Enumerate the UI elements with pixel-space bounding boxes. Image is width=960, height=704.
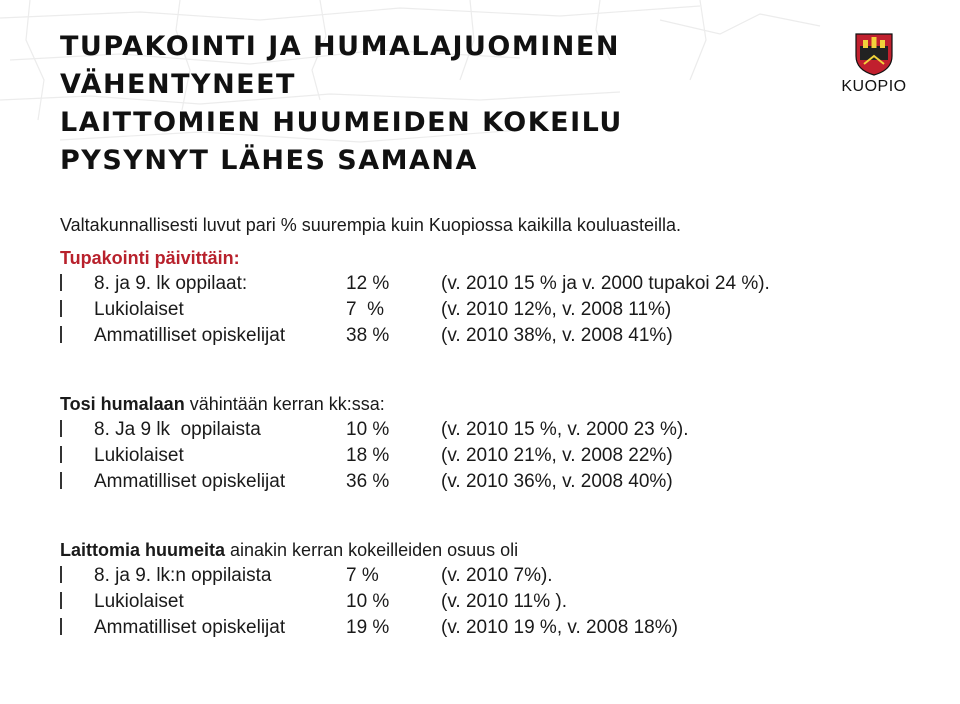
- row-percent: 10 %: [346, 419, 390, 440]
- heading-rest: vähintään kerran kk:ssa:: [184, 394, 385, 414]
- heading-highlight: Tosi humalaan: [60, 394, 185, 414]
- row-note: (v. 2010 19 %, v. 2008 18%): [441, 617, 678, 638]
- list-item: [60, 323, 741, 349]
- title-line: PYSYNYT LÄHES SAMANA: [60, 145, 478, 176]
- row-group: 8. Ja 9 lk oppilaista: [94, 419, 261, 440]
- bullet-icon: [60, 563, 94, 589]
- list-item: [60, 271, 770, 297]
- section-drinking: [60, 391, 741, 495]
- list-item: [60, 589, 741, 615]
- row-group: Ammatilliset opiskelijat: [94, 325, 286, 346]
- row-note: (v. 2010 21%, v. 2008 22%): [441, 445, 673, 466]
- row-group: 8. ja 9. lk:n oppilaista: [94, 565, 272, 586]
- bullet-icon: [60, 297, 94, 323]
- section-heading: [60, 391, 741, 417]
- row-note: (v. 2010 15 %, v. 2000 23 %).: [441, 419, 689, 440]
- bullet-icon: [60, 417, 94, 443]
- row-percent: 7 %: [346, 565, 379, 586]
- bullet-icon: [60, 615, 94, 641]
- row-percent: 36 %: [346, 471, 390, 492]
- title-line: LAITTOMIEN HUUMEIDEN KOKEILU: [60, 107, 623, 138]
- row-percent: 10 %: [346, 591, 390, 612]
- row-note: (v. 2010 15 % ja v. 2000 tupakoi 24 %).: [441, 273, 770, 294]
- row-note: (v. 2010 11% ).: [441, 591, 568, 612]
- kuopio-logo: [838, 32, 910, 96]
- title-line: TUPAKOINTI JA HUMALAJUOMINEN: [60, 31, 620, 62]
- section-heading: [60, 537, 741, 563]
- section-smoking: [60, 245, 770, 349]
- bullet-icon: [60, 323, 94, 349]
- row-percent: 19 %: [346, 617, 390, 638]
- list-item: [60, 563, 741, 589]
- bullet-icon: [60, 469, 94, 495]
- heading-highlight: Laittomia huumeita: [60, 540, 226, 560]
- intro-text: Valtakunnallisesti luvut pari % suurempia kuin Kuopiossa kaikilla kouluasteilla.: [60, 215, 681, 235]
- logo-text: KUOPIO: [841, 78, 907, 95]
- title-line: VÄHENTYNEET: [60, 69, 296, 100]
- row-note: (v. 2010 38%, v. 2008 41%): [441, 325, 673, 346]
- heading-rest: ainakin kerran kokeilleiden osuus oli: [225, 540, 519, 560]
- bullet-icon: [60, 443, 94, 469]
- row-percent: 12 %: [346, 273, 390, 294]
- row-note: (v. 2010 7%).: [441, 565, 553, 586]
- row-group: Ammatilliset opiskelijat: [94, 471, 286, 492]
- row-note: (v. 2010 12%, v. 2008 11%): [441, 299, 672, 320]
- list-item: [60, 417, 741, 443]
- heading-highlight: Tupakointi päivittäin:: [60, 248, 240, 268]
- section-drugs: [60, 537, 741, 641]
- list-item: [60, 443, 741, 469]
- section-heading: [60, 245, 741, 271]
- page-title: [60, 28, 623, 180]
- row-group: Lukiolaiset: [94, 445, 184, 466]
- row-group: Lukiolaiset: [94, 299, 184, 320]
- row-percent: 7 %: [346, 299, 385, 320]
- kuopio-coat-of-arms-icon: [854, 32, 894, 76]
- list-item: [60, 469, 741, 495]
- list-item: [60, 615, 741, 641]
- list-item: [60, 297, 741, 323]
- row-note: (v. 2010 36%, v. 2008 40%): [441, 471, 673, 492]
- row-percent: 38 %: [346, 325, 390, 346]
- bullet-icon: [60, 589, 94, 615]
- row-group: 8. ja 9. lk oppilaat:: [94, 273, 248, 294]
- row-group: Lukiolaiset: [94, 591, 184, 612]
- row-percent: 18 %: [346, 445, 390, 466]
- row-group: Ammatilliset opiskelijat: [94, 617, 286, 638]
- bullet-icon: [60, 271, 94, 297]
